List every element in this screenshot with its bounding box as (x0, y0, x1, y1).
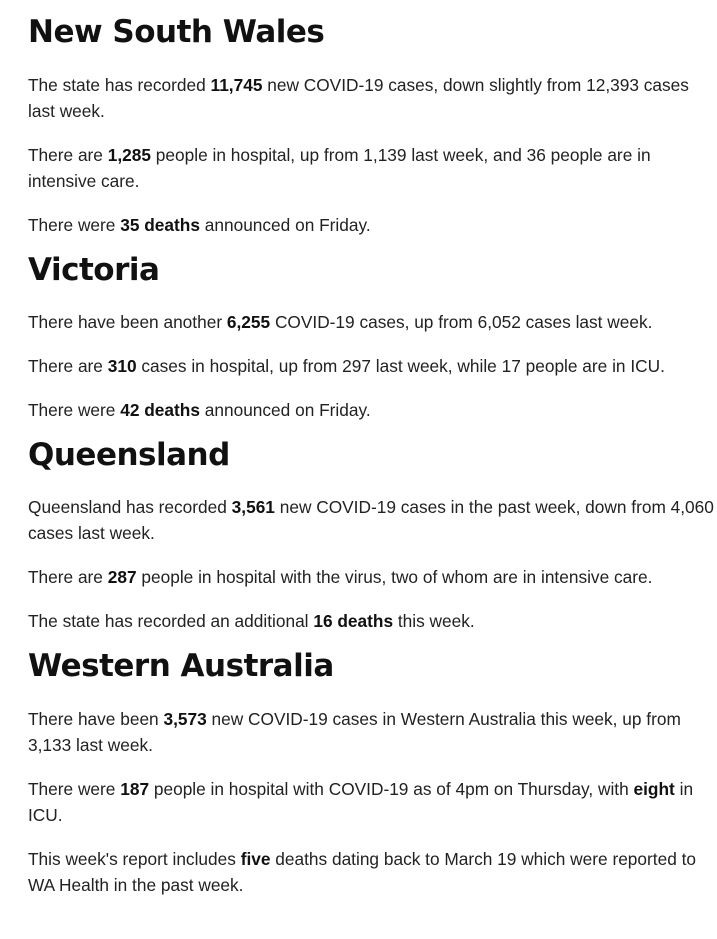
paragraph (28, 494, 714, 546)
section-heading-western-australia: Western Australia (28, 648, 334, 684)
paragraph-text: people in hospital with the virus, two of whom are in intensive care. (136, 567, 653, 587)
paragraph (28, 776, 714, 828)
paragraph-text: This week's report includes (28, 849, 241, 869)
bold-figure: 1,285 (107, 145, 151, 165)
paragraph-text: There were (28, 779, 121, 799)
article-body (28, 0, 714, 898)
paragraph (28, 706, 714, 758)
bold-figure: 287 (107, 567, 137, 587)
bold-figure: eight (633, 779, 675, 799)
section-heading-nsw: New South Wales (28, 14, 325, 50)
paragraph-text: new COVID-19 cases in the past week, down from 4,060 cases last week. (28, 497, 714, 543)
paragraph-text: this week. (393, 611, 475, 631)
bold-figure: 11,745 (210, 75, 263, 95)
paragraph-text: The state has recorded an additional (28, 611, 314, 631)
bold-figure: 187 (120, 779, 150, 799)
paragraph-text: people in hospital, up from 1,139 last week, and 36 people are in intensive care. (28, 145, 651, 191)
paragraph-text: in ICU. (28, 779, 694, 825)
bold-figure: 3,561 (231, 497, 275, 517)
paragraph (28, 564, 714, 590)
paragraph-text: deaths dating back to March 19 which were reported to WA Health in the past week. (28, 849, 697, 895)
paragraph-text: There are (28, 356, 108, 376)
bold-figure: 6,255 (226, 312, 271, 332)
paragraph-text: There were (28, 215, 121, 235)
section-heading-victoria: Victoria (28, 252, 160, 288)
paragraph-text: people in hospital with COVID-19 as of 4pm on Thursday, with (149, 779, 634, 799)
paragraph-text: announced on Friday. (199, 215, 371, 235)
paragraph-text: Queensland has recorded (28, 497, 232, 517)
paragraph-text: new COVID-19 cases, down slightly from 12,393 cases last week. (28, 75, 689, 121)
paragraph (28, 846, 714, 898)
paragraph-text: There have been another (28, 312, 227, 332)
paragraph-text: There have been (28, 709, 164, 729)
paragraph-text: cases in hospital, up from 297 last week, while 17 people are in ICU. (136, 356, 665, 376)
bold-figure: 310 (107, 356, 137, 376)
bold-figure: five (240, 849, 271, 869)
bold-figure: 42 deaths (120, 400, 200, 420)
paragraph-text: announced on Friday. (199, 400, 371, 420)
paragraph-text: There are (28, 145, 108, 165)
paragraph (28, 72, 714, 124)
bold-figure: 3,573 (163, 709, 207, 729)
bold-figure: 16 deaths (313, 611, 394, 631)
paragraph (28, 142, 714, 194)
paragraph (28, 397, 714, 423)
paragraph-text: There were (28, 400, 121, 420)
paragraph (28, 608, 714, 634)
paragraph-text: The state has recorded (28, 75, 211, 95)
paragraph-text: new COVID-19 cases in Western Australia this week, up from 3,133 last week. (28, 709, 681, 755)
paragraph (28, 309, 714, 335)
paragraph-text: There are (28, 567, 108, 587)
paragraph (28, 353, 714, 379)
bold-figure: 35 deaths (120, 215, 200, 235)
section-heading-queensland: Queensland (28, 437, 230, 473)
paragraph (28, 212, 714, 238)
paragraph-text: COVID-19 cases, up from 6,052 cases last week. (270, 312, 653, 332)
